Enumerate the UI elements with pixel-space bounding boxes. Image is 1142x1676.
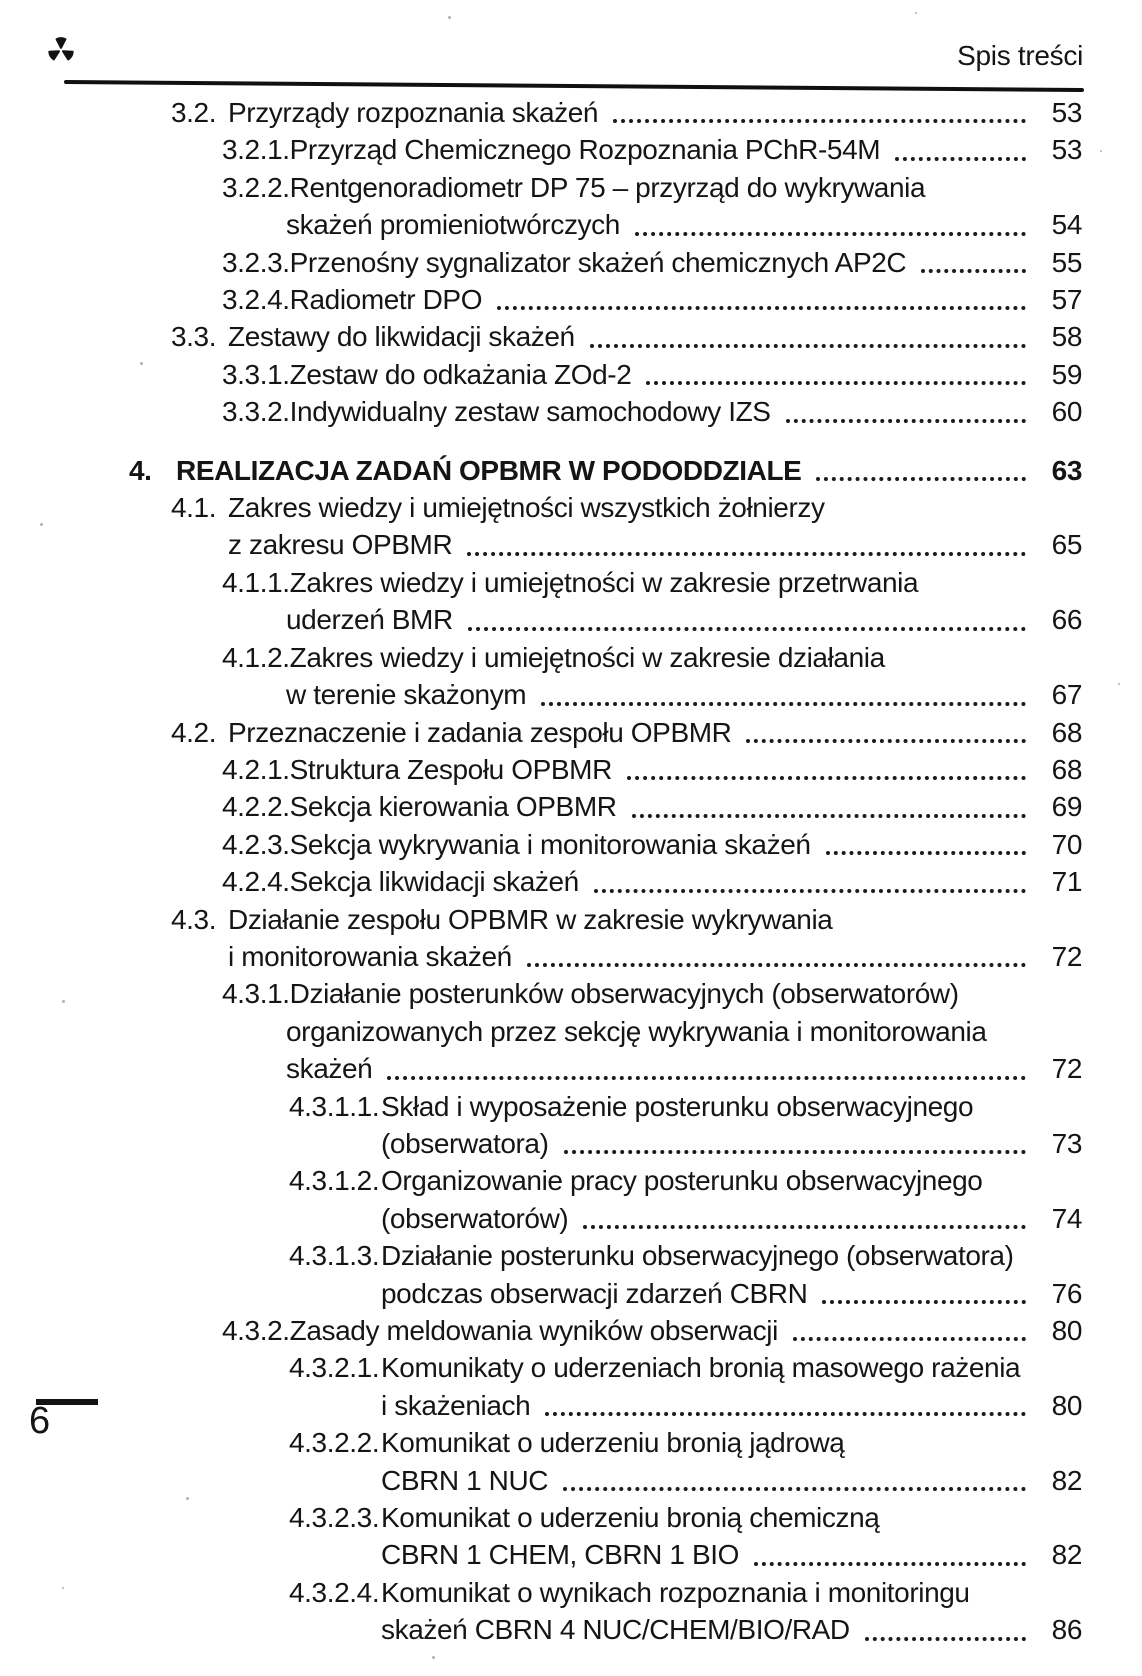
toc-row — [0, 1499, 1142, 1536]
toc-entry-text: Sekcja kierowania OPBMR — [289, 791, 617, 823]
toc-page-number: 73 — [1051, 1127, 1082, 1159]
dotted-leader — [826, 851, 1026, 855]
footer-page-number: 6 — [29, 1400, 51, 1442]
toc-entry-text: Przyrząd Chemicznego Rozpoznania PChR-54M — [289, 134, 881, 166]
toc-page-number: 68 — [1051, 753, 1082, 785]
toc-row — [0, 131, 1142, 168]
toc-page-number: 58 — [1051, 321, 1082, 353]
dotted-leader — [467, 552, 1026, 556]
toc-entry-number: 4.2. — [171, 716, 217, 748]
toc-entry-number: 4.3.1.2. — [289, 1165, 380, 1197]
scan-speck — [915, 12, 917, 14]
toc-entry-number: 4.3.2.1. — [289, 1352, 380, 1384]
toc-entry-text: Radiometr DPO — [289, 284, 483, 316]
toc-entry-number: 3.3. — [171, 321, 217, 353]
toc-row — [0, 863, 1142, 900]
toc-row — [0, 826, 1142, 863]
dotted-leader — [527, 963, 1026, 967]
dotted-leader — [921, 269, 1026, 273]
toc-page-number: 70 — [1051, 828, 1082, 860]
toc-row — [0, 639, 1142, 676]
page-header-title: Spis treści — [957, 40, 1083, 71]
toc-row — [0, 1387, 1142, 1424]
toc-row — [0, 244, 1142, 281]
dotted-leader — [786, 419, 1026, 423]
toc-page-number: 53 — [1051, 134, 1082, 166]
toc-entry-number: 4.2.4. — [222, 866, 290, 898]
toc-entry-text: CBRN 1 NUC — [381, 1464, 549, 1496]
toc-row — [0, 601, 1142, 638]
toc-list — [0, 94, 1142, 1649]
toc-row — [0, 318, 1142, 355]
toc-page-number: 59 — [1051, 358, 1082, 390]
toc-page-number: 86 — [1051, 1614, 1082, 1646]
toc-row — [0, 1275, 1142, 1312]
toc-entry-text: i monitorowania skażeń — [228, 940, 512, 972]
toc-entry-text: Działanie zespołu OPBMR w zakresie wykrywania — [228, 903, 833, 935]
toc-row — [0, 1312, 1142, 1349]
toc-page-number: 67 — [1051, 679, 1082, 711]
toc-entry-number: 4.2.2. — [222, 791, 290, 823]
toc-row — [0, 1125, 1142, 1162]
toc-row — [0, 393, 1142, 430]
toc-row — [0, 714, 1142, 751]
toc-entry-number: 4.1. — [171, 492, 217, 524]
toc-entry-number: 4.2.3. — [222, 828, 290, 860]
toc-entry-text: organizowanych przez sekcję wykrywania i monitorowania — [286, 1015, 987, 1047]
toc-entry-text: Rentgenoradiometr DP 75 – przyrząd do wykrywania — [289, 171, 926, 203]
dotted-leader — [583, 1225, 1026, 1229]
toc-row — [0, 901, 1142, 938]
toc-entry-text: Sekcja wykrywania i monitorowania skażeń — [289, 828, 811, 860]
toc-page-number: 80 — [1051, 1389, 1082, 1421]
toc-entry-number: 4.3.2.2. — [289, 1427, 380, 1459]
scan-speck — [1118, 683, 1120, 685]
toc-entry-text: Działanie posterunków obserwacyjnych (obserwatorów) — [289, 978, 959, 1010]
toc-row — [0, 1050, 1142, 1087]
toc-entry-text: Sekcja likwidacji skażeń — [289, 866, 579, 898]
scan-speck — [1100, 150, 1102, 152]
scan-speck — [62, 1587, 64, 1589]
toc-page-number: 80 — [1051, 1315, 1082, 1346]
toc-entry-text: skażeń promieniotwórczych — [286, 209, 620, 241]
toc-page-number: 55 — [1051, 246, 1082, 278]
dotted-leader — [468, 627, 1026, 631]
toc-row — [0, 1088, 1142, 1125]
toc-entry-text: Skład i wyposażenie posterunku obserwacyjnego — [381, 1090, 974, 1122]
toc-entry-text: skażeń — [286, 1053, 373, 1085]
scan-speck — [140, 362, 143, 365]
header-rule — [64, 80, 1084, 92]
toc-page-number: 82 — [1051, 1539, 1082, 1571]
toc-row — [0, 564, 1142, 601]
scan-speck — [432, 1656, 435, 1659]
toc-entry-text: z zakresu OPBMR — [228, 529, 453, 561]
toc-entry-number: 3.2.3. — [222, 246, 290, 278]
toc-entry-text: Struktura Zespołu OPBMR — [289, 753, 612, 785]
dotted-leader — [635, 232, 1026, 236]
toc-row — [0, 1200, 1142, 1237]
dotted-leader — [627, 776, 1026, 780]
toc-entry-number: 4.3.1. — [222, 978, 290, 1010]
toc-entry-number: 3.2.1. — [222, 134, 290, 166]
scan-speck — [40, 523, 43, 526]
dotted-leader — [564, 1150, 1026, 1154]
toc-entry-number: 4.3. — [171, 903, 217, 935]
toc-entry-number: 4. — [129, 454, 152, 486]
dotted-leader — [754, 1562, 1026, 1566]
toc-entry-number: 3.2.4. — [222, 284, 290, 316]
dotted-leader — [387, 1076, 1026, 1080]
dotted-leader — [646, 381, 1026, 385]
toc-entry-text: Przeznaczenie i zadania zespołu OPBMR — [228, 716, 732, 748]
toc-entry-text: skażeń CBRN 4 NUC/CHEM/BIO/RAD — [381, 1614, 850, 1646]
toc-entry-text: uderzeń BMR — [286, 604, 453, 636]
dotted-leader — [822, 1300, 1026, 1304]
toc-page-number: 54 — [1051, 209, 1082, 241]
toc-row — [0, 489, 1142, 526]
toc-page-number: 72 — [1051, 940, 1082, 972]
toc-row — [0, 1013, 1142, 1050]
toc-page-number: 60 — [1051, 396, 1082, 428]
toc-entry-text: Zakres wiedzy i umiejętności w zakresie przetrwania — [289, 566, 919, 598]
toc-page-number: 76 — [1051, 1277, 1082, 1309]
toc-row — [0, 788, 1142, 825]
toc-entry-number: 4.3.2. — [222, 1315, 290, 1346]
toc-entry-text: Zakres wiedzy i umiejętności wszystkich żołnierzy — [228, 492, 825, 524]
toc-page-number: 65 — [1051, 529, 1082, 561]
dotted-leader — [793, 1337, 1026, 1341]
dotted-leader — [865, 1637, 1026, 1641]
toc-entry-number: 3.2. — [171, 97, 217, 128]
toc-entry-number: 4.1.1. — [222, 566, 290, 598]
dotted-leader — [816, 477, 1026, 481]
toc-row — [0, 1237, 1142, 1274]
toc-entry-number: 3.2.2. — [222, 171, 290, 203]
toc-page-number: 82 — [1051, 1464, 1082, 1496]
toc-entry-text: Przyrządy rozpoznania skażeń — [228, 97, 599, 128]
toc-entry-text: Zasady meldowania wyników obserwacji — [289, 1315, 778, 1346]
toc-entry-number: 3.3.2. — [222, 396, 290, 428]
toc-page-number: 57 — [1051, 284, 1082, 316]
toc-row — [0, 1162, 1142, 1199]
toc-row — [0, 1349, 1142, 1386]
toc-entry-text: Zestawy do likwidacji skażeń — [228, 321, 575, 353]
dotted-leader — [541, 702, 1026, 706]
toc-page-number: 68 — [1051, 716, 1082, 748]
toc-page-number: 74 — [1051, 1202, 1082, 1234]
toc-page-number: 72 — [1051, 1053, 1082, 1085]
toc-entry-text: Komunikat o uderzeniu bronią chemiczną — [381, 1502, 880, 1534]
toc-row — [0, 1536, 1142, 1573]
toc-entry-text: podczas obserwacji zdarzeń CBRN — [381, 1277, 808, 1309]
dotted-leader — [545, 1412, 1026, 1416]
toc-entry-number: 3.3.1. — [222, 358, 290, 390]
dotted-leader — [594, 889, 1026, 893]
toc-page-number: 63 — [1051, 454, 1082, 486]
toc-entry-text: Zakres wiedzy i umiejętności w zakresie działania — [289, 641, 885, 673]
toc-entry-text: (obserwatorów) — [381, 1202, 569, 1234]
dotted-leader — [632, 814, 1026, 818]
toc-entry-text: Zestaw do odkażania ZOd-2 — [289, 358, 632, 390]
toc-row — [0, 1462, 1142, 1499]
scan-speck — [448, 16, 451, 19]
dotted-leader — [613, 119, 1026, 123]
toc-entry-text: Komunikaty o uderzeniach bronią masowego rażenia — [381, 1352, 1021, 1384]
toc-row — [0, 169, 1142, 206]
toc-entry-text: CBRN 1 CHEM, CBRN 1 BIO — [381, 1539, 739, 1571]
toc-row — [0, 1611, 1142, 1648]
toc-entry-number: 4.3.2.3. — [289, 1502, 380, 1534]
toc-entry-text: (obserwatora) — [381, 1127, 549, 1159]
dotted-leader — [895, 157, 1026, 161]
toc-row — [0, 206, 1142, 243]
toc-entry-text: w terenie skażonym — [286, 679, 527, 711]
toc-row — [0, 1574, 1142, 1611]
toc-page-number: 66 — [1051, 604, 1082, 636]
toc-page-number: 53 — [1051, 97, 1082, 128]
toc-entry-text: Organizowanie pracy posterunku obserwacyjnego — [381, 1165, 983, 1197]
toc-page-number: 69 — [1051, 791, 1082, 823]
toc-row — [0, 94, 1142, 131]
toc-row — [0, 676, 1142, 713]
toc-entry-text: Indywidualny zestaw samochodowy IZS — [289, 396, 771, 428]
toc-entry-number: 4.2.1. — [222, 753, 290, 785]
toc-entry-text: Przenośny sygnalizator skażeń chemicznych AP2C — [289, 246, 907, 278]
toc-row — [0, 1424, 1142, 1461]
scan-speck — [186, 1497, 189, 1500]
toc-entry-text: Działanie posterunku obserwacyjnego (obserwatora) — [381, 1240, 1014, 1272]
toc-entry-text: REALIZACJA ZADAŃ OPBMR W PODODDZIALE — [176, 454, 802, 486]
toc-entry-number: 4.3.1.1. — [289, 1090, 380, 1122]
toc-row — [0, 281, 1142, 318]
toc-entry-text: Komunikat o wynikach rozpoznania i monitoringu — [381, 1576, 970, 1608]
dotted-leader — [497, 306, 1026, 310]
toc-row — [0, 975, 1142, 1012]
toc-row — [0, 526, 1142, 563]
dotted-leader — [590, 344, 1026, 348]
dotted-leader — [563, 1487, 1026, 1491]
toc-row — [0, 938, 1142, 975]
scan-speck — [62, 1000, 65, 1003]
toc-row — [0, 356, 1142, 393]
dotted-leader — [746, 739, 1026, 743]
toc-page-number: 71 — [1051, 866, 1082, 898]
toc-entry-number: 4.3.1.3. — [289, 1240, 380, 1272]
toc-entry-number: 4.3.2.4. — [289, 1576, 380, 1608]
toc-entry-number: 4.1.2. — [222, 641, 290, 673]
toc-entry-text: Komunikat o uderzeniu bronią jądrową — [381, 1427, 845, 1459]
radiation-trefoil-icon — [47, 34, 75, 64]
toc-row — [0, 751, 1142, 788]
toc-entry-text: i skażeniach — [381, 1389, 531, 1421]
toc-row — [0, 452, 1142, 489]
